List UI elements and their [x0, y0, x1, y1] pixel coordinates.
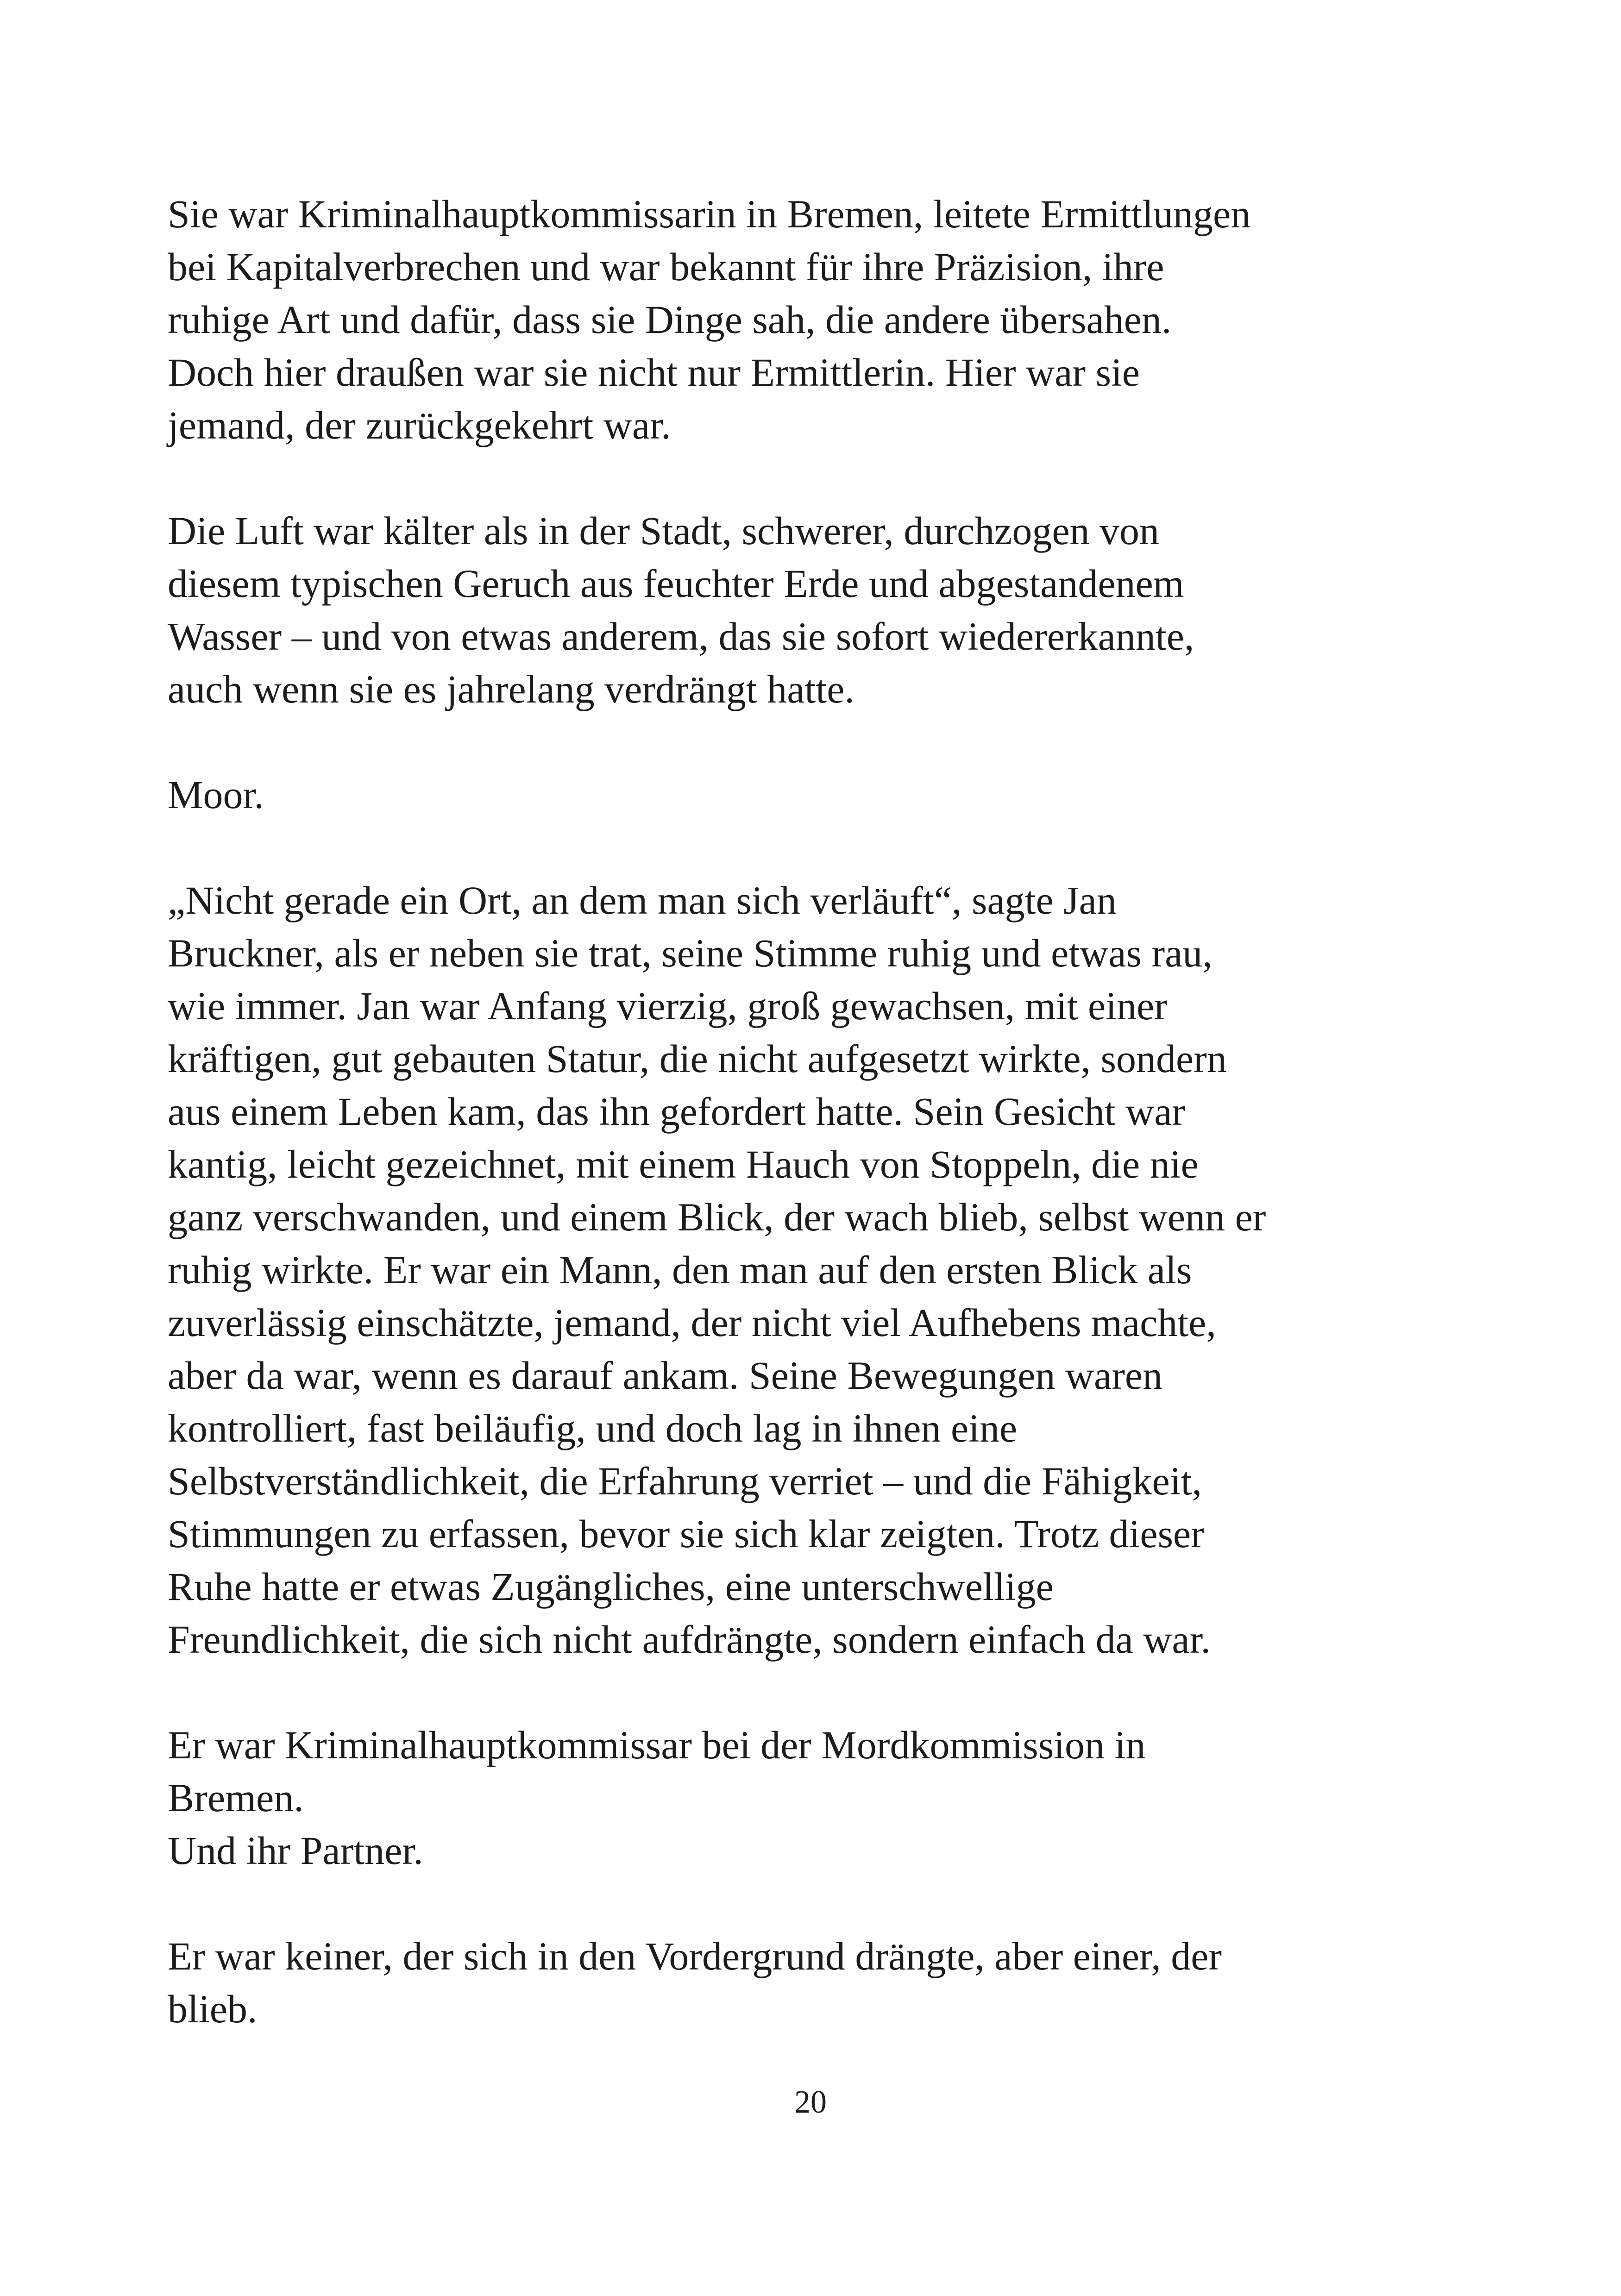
text-line: diesem typischen Geruch aus feuchter Erde und abgestandenem	[168, 561, 1184, 606]
paragraph	[168, 1930, 1464, 2035]
text-line: Sie war Kriminalhauptkommissarin in Bremen, leitete Ermittlungen	[168, 192, 1251, 236]
page-number: 20	[794, 2084, 827, 2120]
paragraph	[168, 874, 1464, 1666]
text-line: bei Kapitalverbrechen und war bekannt für ihre Präzision, ihre	[168, 245, 1164, 289]
text-line: ganz verschwanden, und einem Blick, der wach blieb, selbst wenn er	[168, 1195, 1266, 1239]
text-line: Bremen.	[168, 1775, 304, 1820]
paragraph	[168, 768, 1464, 821]
paragraph	[168, 188, 1464, 452]
text-line: Wasser – und von etwas anderem, das sie sofort wiedererkannte,	[168, 614, 1194, 659]
text-line: kantig, leicht gezeichnet, mit einem Hauch von Stoppeln, die nie	[168, 1142, 1199, 1186]
text-line: Er war Kriminalhauptkommissar bei der Mordkommission in	[168, 1723, 1146, 1767]
text-line: Selbstverständlichkeit, die Erfahrung verriet – und die Fähigkeit,	[168, 1459, 1202, 1503]
text-line: Freundlichkeit, die sich nicht aufdrängte, sondern einfach da war.	[168, 1617, 1211, 1662]
text-line: Die Luft war kälter als in der Stadt, schwerer, durchzogen von	[168, 508, 1160, 553]
text-line: Moor.	[168, 772, 264, 817]
text-line: blieb.	[168, 1987, 258, 2031]
text-line: zuverlässig einschätzte, jemand, der nicht viel Aufhebens machte,	[168, 1300, 1216, 1345]
text-line: kräftigen, gut gebauten Statur, die nicht aufgesetzt wirkte, sondern	[168, 1036, 1227, 1081]
text-line: aber da war, wenn es darauf ankam. Seine Bewegungen waren	[168, 1353, 1163, 1398]
text-line: auch wenn sie es jahrelang verdrängt hatte.	[168, 667, 854, 711]
text-line: ruhige Art und dafür, dass sie Dinge sah, die andere übersahen.	[168, 297, 1172, 342]
text-line: Bruckner, als er neben sie trat, seine Stimme ruhig und etwas rau,	[168, 931, 1213, 975]
text-line: wie immer. Jan war Anfang vierzig, groß gewachsen, mit einer	[168, 984, 1168, 1028]
body-text	[168, 188, 1464, 2088]
paragraph	[168, 1719, 1464, 1877]
text-line: Und ihr Partner.	[168, 1828, 423, 1873]
text-line: aus einem Leben kam, das ihn gefordert hatte. Sein Gesicht war	[168, 1089, 1186, 1134]
text-line: Ruhe hatte er etwas Zugängliches, eine unterschwellige	[168, 1564, 1054, 1609]
text-line: jemand, der zurückgekehrt war.	[168, 403, 671, 447]
paragraph	[168, 504, 1464, 715]
text-line: „Nicht gerade ein Ort, an dem man sich verläuft“, sagte Jan	[168, 878, 1117, 922]
text-line: Doch hier draußen war sie nicht nur Ermittlerin. Hier war sie	[168, 350, 1140, 395]
text-line: Stimmungen zu erfassen, bevor sie sich klar zeigten. Trotz dieser	[168, 1512, 1204, 1556]
text-line: ruhig wirkte. Er war ein Mann, den man auf den ersten Blick als	[168, 1248, 1192, 1292]
text-line: Er war keiner, der sich in den Vordergrund drängte, aber einer, der	[168, 1934, 1222, 1978]
text-line: kontrolliert, fast beiläufig, und doch lag in ihnen eine	[168, 1406, 1018, 1450]
